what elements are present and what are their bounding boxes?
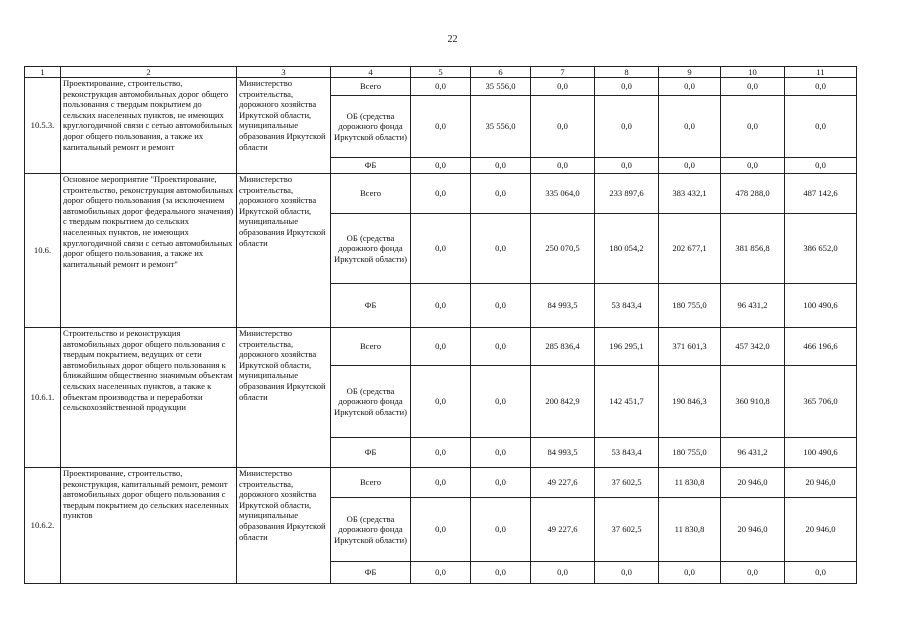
funding-value: 180 054,2 xyxy=(595,214,659,284)
funding-value: 0,0 xyxy=(471,438,531,468)
funding-value: 84 993,5 xyxy=(531,284,595,328)
responsible-executor: Министерство строительства, дорожного хозяйства Иркутской области, муниципальные образования Иркутской области xyxy=(237,174,331,328)
funding-value: 180 755,0 xyxy=(659,284,721,328)
table-row xyxy=(25,328,857,366)
funding-value: 0,0 xyxy=(531,96,595,158)
table-body xyxy=(25,78,857,584)
table-row xyxy=(25,468,857,498)
funding-value: 0,0 xyxy=(659,158,721,174)
column-header: 7 xyxy=(531,67,595,78)
column-header: 10 xyxy=(721,67,785,78)
item-number: 10.5.3. xyxy=(25,78,61,174)
funding-value: 0,0 xyxy=(595,158,659,174)
funding-value: 49 227,6 xyxy=(531,468,595,498)
column-number-row xyxy=(25,67,857,78)
funding-value: 0,0 xyxy=(595,78,659,96)
funding-value: 0,0 xyxy=(471,158,531,174)
funding-source: ФБ xyxy=(331,158,411,174)
funding-value: 0,0 xyxy=(411,174,471,214)
funding-value: 84 993,5 xyxy=(531,438,595,468)
funding-value: 190 846,3 xyxy=(659,366,721,438)
funding-value: 196 295,1 xyxy=(595,328,659,366)
funding-value: 0,0 xyxy=(411,284,471,328)
funding-source: ОБ (средства дорожного фонда Иркутской области) xyxy=(331,366,411,438)
table-row xyxy=(25,174,857,214)
funding-source: Всего xyxy=(331,328,411,366)
column-header: 1 xyxy=(25,67,61,78)
funding-source: Всего xyxy=(331,78,411,96)
funding-source: Всего xyxy=(331,468,411,498)
funding-value: 0,0 xyxy=(659,562,721,584)
funding-value: 53 843,4 xyxy=(595,438,659,468)
funding-source: ФБ xyxy=(331,284,411,328)
funding-value: 200 842,9 xyxy=(531,366,595,438)
funding-value: 96 431,2 xyxy=(721,438,785,468)
responsible-executor: Министерство строительства, дорожного хозяйства Иркутской области, муниципальные образования Иркутской области xyxy=(237,78,331,174)
funding-value: 0,0 xyxy=(411,498,471,562)
funding-source: ОБ (средства дорожного фонда Иркутской области) xyxy=(331,214,411,284)
funding-source: ОБ (средства дорожного фонда Иркутской области) xyxy=(331,96,411,158)
funding-value: 35 556,0 xyxy=(471,78,531,96)
funding-value: 0,0 xyxy=(471,366,531,438)
funding-value: 0,0 xyxy=(721,78,785,96)
funding-value: 20 946,0 xyxy=(721,498,785,562)
column-header: 3 xyxy=(237,67,331,78)
funding-value: 335 064,0 xyxy=(531,174,595,214)
column-header: 4 xyxy=(331,67,411,78)
item-name: Строительство и реконструкция автомобильных дорог общего пользования с твердым покрытием, ведущих от сети автомобильных дорог общего пользования к ближайшим общественно значимым объектам сельских населенных пунктов, а также к объектам производства и переработки сельскохозяйственной продукции xyxy=(61,328,237,468)
column-header: 2 xyxy=(61,67,237,78)
item-number: 10.6.2. xyxy=(25,468,61,584)
funding-value: 478 288,0 xyxy=(721,174,785,214)
funding-value: 0,0 xyxy=(471,498,531,562)
funding-value: 0,0 xyxy=(471,174,531,214)
funding-value: 0,0 xyxy=(659,96,721,158)
column-header: 8 xyxy=(595,67,659,78)
funding-value: 0,0 xyxy=(531,158,595,174)
responsible-executor: Министерство строительства, дорожного хозяйства Иркутской области, муниципальные образования Иркутской области xyxy=(237,468,331,584)
funding-value: 11 830,8 xyxy=(659,468,721,498)
funding-value: 35 556,0 xyxy=(471,96,531,158)
column-header: 5 xyxy=(411,67,471,78)
funding-value: 285 836,4 xyxy=(531,328,595,366)
funding-value: 383 432,1 xyxy=(659,174,721,214)
funding-value: 0,0 xyxy=(659,78,721,96)
funding-value: 0,0 xyxy=(411,562,471,584)
funding-value: 0,0 xyxy=(471,562,531,584)
funding-value: 0,0 xyxy=(785,562,857,584)
page-number: 22 xyxy=(447,34,458,45)
funding-value: 0,0 xyxy=(471,214,531,284)
funding-value: 0,0 xyxy=(411,78,471,96)
funding-value: 20 946,0 xyxy=(721,468,785,498)
item-name: Проектирование, строительство, реконструкция автомобильных дорог общего пользования с твердым покрытием до сельских населенных пунктов, не имеющих круглогодичной связи с сетью автомобильных дорог общего пользования, а также их капитальный ремонт и ремонт xyxy=(61,78,237,174)
funding-value: 0,0 xyxy=(721,96,785,158)
funding-value: 0,0 xyxy=(721,158,785,174)
funding-source: Всего xyxy=(331,174,411,214)
funding-value: 365 706,0 xyxy=(785,366,857,438)
funding-value: 0,0 xyxy=(471,468,531,498)
funding-value: 0,0 xyxy=(471,284,531,328)
funding-source: ОБ (средства дорожного фонда Иркутской области) xyxy=(331,498,411,562)
funding-value: 0,0 xyxy=(411,214,471,284)
funding-value: 20 946,0 xyxy=(785,498,857,562)
item-name: Основное мероприятие "Проектирование, строительство, реконструкция автомобильных дорог общего пользования (за исключением автомобильных дорог федерального значения) с твердым покрытием до сельских населенных пунктов, не имеющих круглогодичной связи с сетью автомобильных дорог общего пользования, а также их капитальный ремонт и ремонт" xyxy=(61,174,237,328)
funding-value: 11 830,8 xyxy=(659,498,721,562)
funding-value: 20 946,0 xyxy=(785,468,857,498)
funding-value: 381 856,8 xyxy=(721,214,785,284)
funding-value: 0,0 xyxy=(411,366,471,438)
funding-value: 487 142,6 xyxy=(785,174,857,214)
funding-value: 0,0 xyxy=(411,328,471,366)
funding-value: 49 227,6 xyxy=(531,498,595,562)
funding-value: 360 910,8 xyxy=(721,366,785,438)
funding-value: 0,0 xyxy=(721,562,785,584)
funding-value: 180 755,0 xyxy=(659,438,721,468)
funding-value: 0,0 xyxy=(411,96,471,158)
funding-value: 142 451,7 xyxy=(595,366,659,438)
funding-value: 0,0 xyxy=(471,328,531,366)
funding-value: 0,0 xyxy=(411,468,471,498)
column-header: 11 xyxy=(785,67,857,78)
funding-source: ФБ xyxy=(331,438,411,468)
funding-value: 96 431,2 xyxy=(721,284,785,328)
funding-value: 371 601,3 xyxy=(659,328,721,366)
column-header: 9 xyxy=(659,67,721,78)
item-number: 10.6.1. xyxy=(25,328,61,468)
funding-value: 53 843,4 xyxy=(595,284,659,328)
funding-value: 0,0 xyxy=(531,78,595,96)
funding-value: 0,0 xyxy=(411,438,471,468)
column-header: 6 xyxy=(471,67,531,78)
funding-value: 457 342,0 xyxy=(721,328,785,366)
item-name: Проектирование, строительство, реконструкция, капитальный ремонт, ремонт автомобильных дорог общего пользования с твердым покрытием до сельских населенных пунктов xyxy=(61,468,237,584)
funding-value: 0,0 xyxy=(595,96,659,158)
funding-value: 0,0 xyxy=(595,562,659,584)
funding-value: 0,0 xyxy=(785,78,857,96)
funding-value: 0,0 xyxy=(531,562,595,584)
item-number: 10.6. xyxy=(25,174,61,328)
funding-source: ФБ xyxy=(331,562,411,584)
funding-value: 37 602,5 xyxy=(595,498,659,562)
budget-table xyxy=(24,66,857,584)
funding-value: 250 070,5 xyxy=(531,214,595,284)
funding-value: 100 490,6 xyxy=(785,284,857,328)
funding-value: 0,0 xyxy=(785,96,857,158)
funding-value: 0,0 xyxy=(785,158,857,174)
funding-value: 37 602,5 xyxy=(595,468,659,498)
funding-value: 0,0 xyxy=(411,158,471,174)
table-row xyxy=(25,78,857,96)
funding-value: 233 897,6 xyxy=(595,174,659,214)
funding-value: 386 652,0 xyxy=(785,214,857,284)
funding-value: 100 490,6 xyxy=(785,438,857,468)
responsible-executor: Министерство строительства, дорожного хозяйства Иркутской области, муниципальные образования Иркутской области xyxy=(237,328,331,468)
funding-value: 466 196,6 xyxy=(785,328,857,366)
funding-value: 202 677,1 xyxy=(659,214,721,284)
